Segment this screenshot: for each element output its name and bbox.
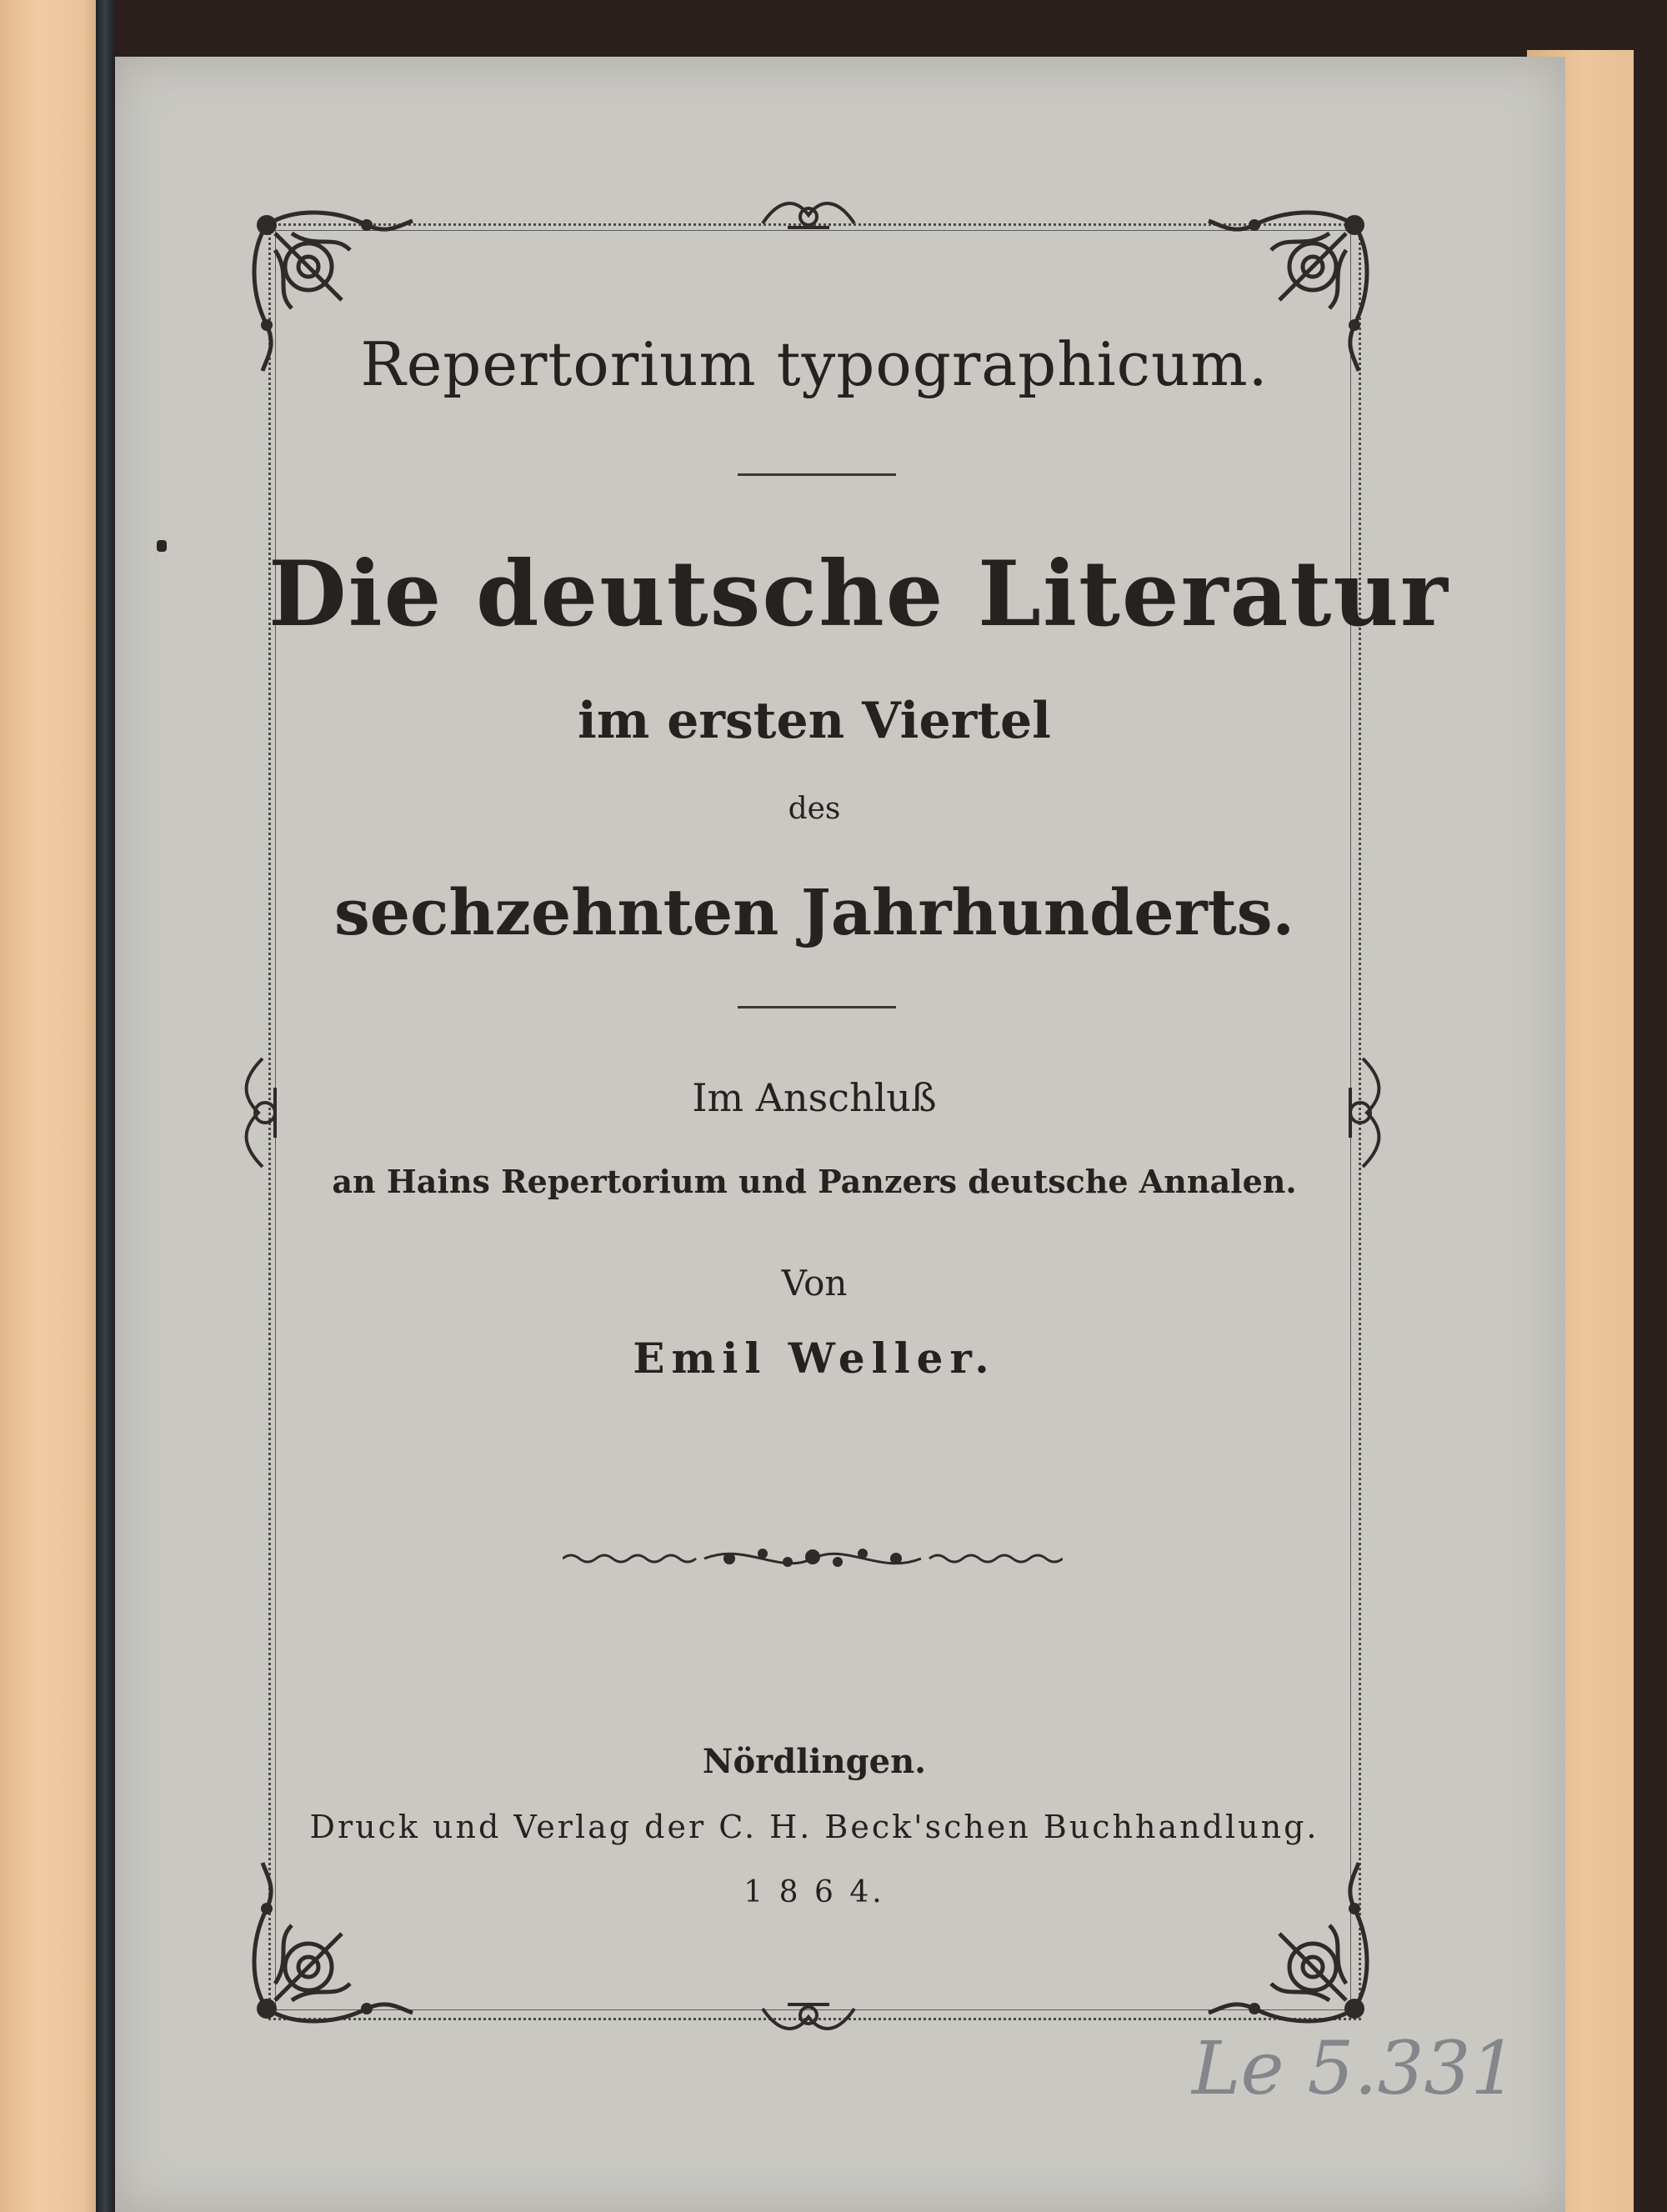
series-title: Repertorium typographicum. bbox=[360, 329, 1269, 399]
imprint-year: 1 8 6 4. bbox=[743, 1875, 885, 1909]
divider-rule-top bbox=[738, 473, 896, 476]
book-spine-left bbox=[0, 0, 104, 2212]
note-line-1: Im Anschluß bbox=[692, 1075, 937, 1120]
book-spine-edge bbox=[96, 0, 114, 2212]
bottom-center-ornament bbox=[754, 1992, 863, 2042]
subtitle-line-2: des bbox=[788, 792, 841, 826]
divider-rule-bottom bbox=[738, 1006, 896, 1008]
imprint-place: Nördlingen. bbox=[702, 1742, 927, 1781]
vine-ornament-rule bbox=[563, 1542, 1063, 1575]
subtitle-line-3: sechzehnten Jahrhunderts. bbox=[333, 875, 1295, 949]
main-title: Die deutsche Literatur bbox=[268, 542, 1449, 647]
note-line-2: an Hains Repertorium und Panzers deutsche Annalen. bbox=[332, 1163, 1297, 1200]
ink-speck bbox=[157, 540, 167, 552]
library-shelfmark: Le 5.331 bbox=[1192, 2025, 1518, 2111]
top-center-ornament bbox=[754, 190, 863, 240]
imprint-publisher: Druck und Verlag der C. H. Beck'schen Buchhandlung. bbox=[309, 1809, 1319, 1845]
background-right bbox=[1634, 0, 1667, 2212]
subtitle-line-1: im ersten Viertel bbox=[578, 692, 1051, 750]
by-label: Von bbox=[781, 1263, 848, 1304]
author-name: Emil Weller. bbox=[633, 1334, 996, 1383]
